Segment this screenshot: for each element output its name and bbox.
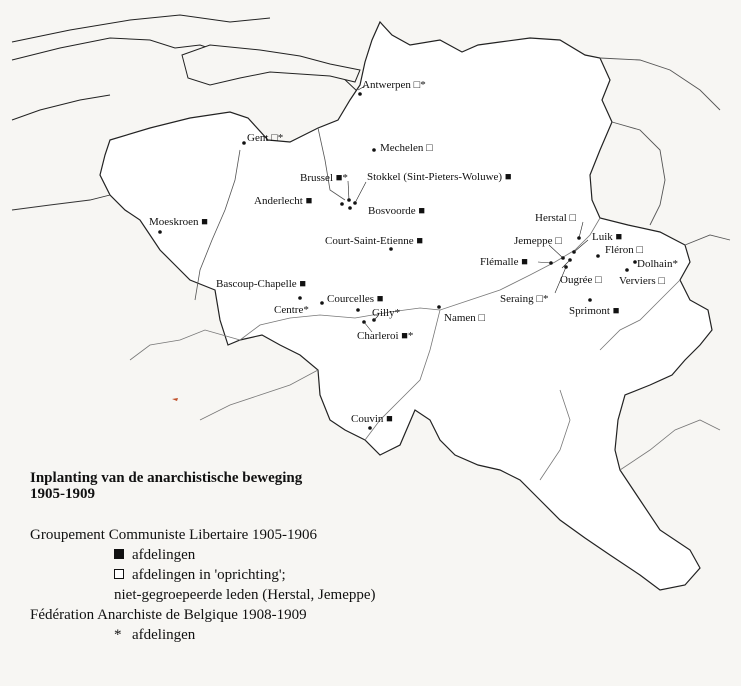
- legend-item-filled-label: afdelingen: [132, 547, 196, 563]
- dot-antwerpen: [358, 92, 362, 96]
- filled-square-icon: [114, 549, 124, 559]
- label-bascoup-chapelle: Bascoup-Chapelle ■: [216, 278, 307, 290]
- label-dolhain: Dolhain*: [637, 258, 678, 270]
- legend-item-star: [30, 625, 376, 645]
- legend-body: [30, 525, 376, 645]
- label-mechelen: Mechelen □: [380, 142, 433, 154]
- dot-centre: [320, 301, 324, 305]
- label-verviers: Verviers □: [619, 275, 666, 287]
- dot-gent: [242, 141, 246, 145]
- legend-item-open-label-1: afdelingen in 'oprichting';: [132, 567, 286, 583]
- label-gilly: Gilly*: [372, 307, 401, 319]
- dot-fleron: [596, 254, 600, 258]
- dot-mechelen: [372, 148, 376, 152]
- label-couvin: Couvin ■: [351, 413, 393, 425]
- label-gent: Gent □*: [247, 132, 284, 144]
- dot-namen: [437, 305, 441, 309]
- dot-courcelles: [356, 308, 360, 312]
- legend-group-fab: Fédération Anarchiste de Belgique 1908-1909: [30, 607, 307, 623]
- label-antwerpen: Antwerpen □*: [362, 79, 426, 91]
- dot-bosvoorde: [348, 206, 352, 210]
- label-namen: Namen □: [444, 312, 486, 324]
- belgium-border: [100, 22, 712, 590]
- label-charleroi: Charleroi ■*: [357, 330, 414, 342]
- dot-couvin: [368, 426, 372, 430]
- map-title-line1: Inplanting van de anarchistische beweging: [30, 470, 303, 486]
- label-centre: Centre*: [274, 304, 309, 316]
- border-france-west: [12, 195, 110, 210]
- label-jemeppe: Jemeppe □: [514, 235, 562, 247]
- legend-item-open-cont: [30, 585, 376, 605]
- label-courcelles: Courcelles ■: [327, 293, 384, 305]
- label-stokkel: Stokkel (Sint-Pieters-Woluwe) ■: [367, 171, 512, 183]
- luxembourg-border: [620, 420, 720, 470]
- label-brussel: Brussel ■*: [300, 172, 348, 184]
- label-flemalle: Flémalle ■: [480, 256, 528, 268]
- netherlands-limburg: [612, 122, 665, 225]
- legend-item-star-label: afdelingen: [132, 627, 196, 643]
- map-legend: [30, 470, 302, 502]
- open-square-icon: [114, 569, 124, 579]
- legend-group-gcl: Groupement Communiste Libertaire 1905-1906: [30, 527, 318, 543]
- legend-item-open-label-2: niet-gegroepeerde leden (Herstal, Jemeppe): [114, 587, 376, 603]
- label-anderlecht: Anderlecht ■: [254, 195, 313, 207]
- label-ougree: Ougrée □: [560, 274, 602, 286]
- label-herstal: Herstal □: [535, 212, 577, 224]
- dot-bascoup-chapelle: [298, 296, 302, 300]
- dot-verviers: [625, 268, 629, 272]
- dot-moeskroen: [158, 230, 162, 234]
- label-sprimont: Sprimont ■: [569, 305, 620, 317]
- asterisk-icon: *: [114, 627, 122, 643]
- netherlands-islands: [182, 45, 360, 85]
- label-seraing: Seraing □*: [500, 293, 549, 305]
- dot-anderlecht: [340, 202, 344, 206]
- dot-court-saint-etienne: [389, 247, 393, 251]
- label-moeskroen: Moeskroen ■: [149, 216, 208, 228]
- germany-border: [600, 58, 730, 245]
- label-luik: Luik ■: [592, 231, 623, 243]
- map-title-line2: 1905-1909: [30, 486, 95, 502]
- legend-item-open: [30, 565, 376, 585]
- red-mark: [172, 398, 178, 401]
- legend-item-filled: [30, 545, 376, 565]
- dot-sprimont: [588, 298, 592, 302]
- label-court-saint-etienne: Court-Saint-Etienne ■: [325, 235, 423, 247]
- label-bosvoorde: Bosvoorde ■: [368, 205, 426, 217]
- label-fleron: Fléron □: [605, 244, 644, 256]
